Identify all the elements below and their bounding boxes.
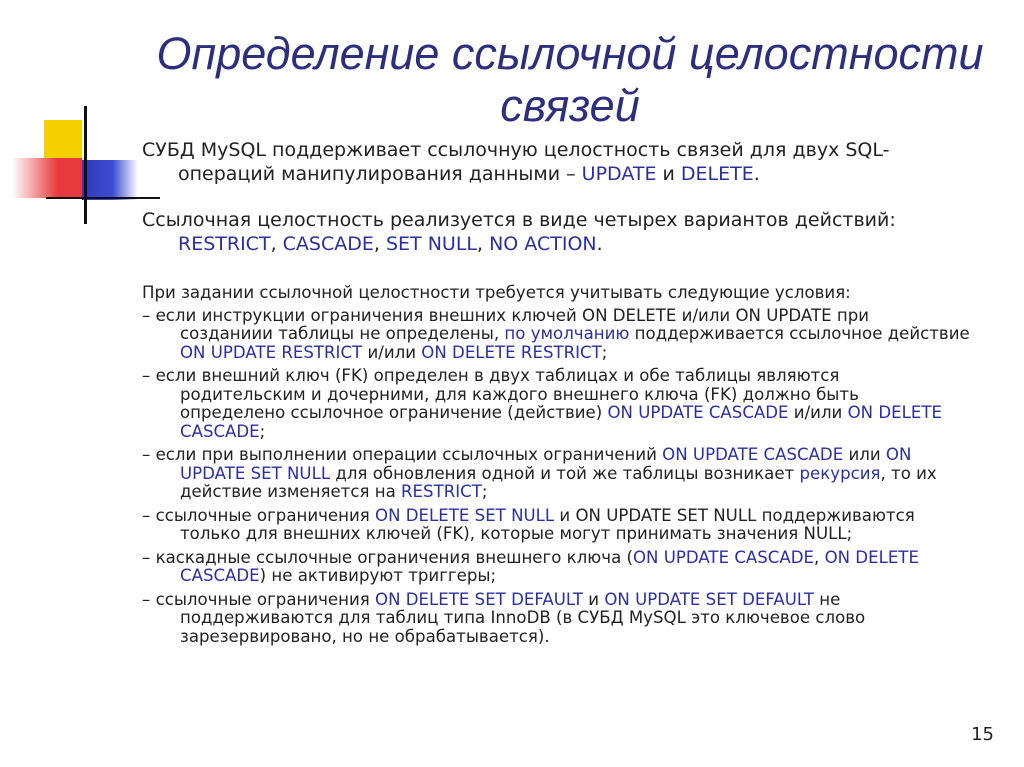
condition-text: созданиии таблицы не определены,	[180, 324, 505, 343]
decorative-logo	[0, 100, 160, 230]
title-line-1: Определение ссылочной целостности	[156, 28, 984, 79]
condition-line	[142, 567, 1002, 586]
condition-item	[142, 507, 1002, 544]
condition-keyword: ON	[885, 445, 912, 464]
condition-line	[142, 483, 1002, 502]
para2-sep: ,	[477, 233, 490, 255]
para2-line2	[142, 232, 982, 256]
yellow-square-decoration	[44, 120, 82, 158]
condition-text: ;	[601, 342, 608, 362]
conditions-block	[142, 284, 1002, 651]
conditions-lead: При задании ссылочной целостности требуется учитывать следующие условия:	[142, 283, 851, 302]
condition-keyword: ON UPDATE CASCADE	[632, 547, 814, 567]
condition-line	[142, 325, 1002, 344]
keyword-cascade: CASCADE	[282, 233, 374, 255]
condition-item	[142, 591, 1002, 647]
condition-line	[142, 404, 1002, 423]
condition-keyword: ON UPDATE SET DEFAULT	[604, 589, 814, 609]
condition-keyword: ON DELETE RESTRICT	[421, 342, 602, 362]
condition-keyword: по умолчанию	[504, 324, 630, 343]
condition-keyword: ON UPDATE RESTRICT	[180, 342, 363, 362]
condition-text: или	[843, 445, 886, 464]
condition-line	[142, 591, 1002, 610]
condition-item	[142, 367, 1002, 441]
para1-line2-text: операций манипулирования данными –	[178, 163, 582, 185]
condition-text: ;	[259, 421, 266, 441]
condition-keyword: ON UPDATE CASCADE	[607, 403, 789, 422]
condition-keyword: RESTRICT	[401, 482, 482, 501]
condition-text: ,	[814, 547, 825, 567]
keyword-set-null: SET NULL	[385, 233, 477, 255]
condition-keyword: ON UPDATE CASCADE	[662, 445, 844, 464]
condition-line: только для внешних ключей (FK), которые могут принимать значения NULL;	[180, 524, 853, 543]
condition-text: , то их	[880, 463, 937, 483]
condition-text: ;	[481, 482, 488, 501]
condition-text: и ON UPDATE SET NULL поддерживаются	[554, 505, 915, 525]
condition-text: – каскадные ссылочные ограничения внешнего ключа (	[142, 547, 633, 567]
para1-end: .	[753, 163, 760, 185]
keyword-restrict: RESTRICT	[178, 233, 271, 255]
condition-keyword: ON DELETE SET NULL	[375, 505, 555, 525]
condition-line: поддерживаются для таблиц типа InnoDB (в СУБД MySQL это ключевое слово	[180, 608, 866, 627]
condition-line	[142, 465, 1002, 484]
keyword-update: UPDATE	[581, 163, 657, 185]
paragraph-mysql-support	[142, 138, 982, 186]
para2-end: .	[596, 233, 603, 255]
vertical-line-decoration	[84, 106, 87, 224]
condition-text: – если при выполнении операции ссылочных ограничений	[142, 445, 663, 464]
condition-keyword: CASCADE	[180, 566, 260, 585]
condition-keyword: ON DELETE SET DEFAULT	[375, 589, 583, 609]
condition-text: для обновления одной и той же таблицы возникает	[330, 463, 800, 483]
condition-text: – ссылочные ограничения	[142, 589, 376, 609]
slide-title	[150, 28, 990, 132]
condition-text: поддерживается ссылочное действие	[629, 324, 970, 343]
condition-text: ) не активируют триггеры;	[259, 566, 497, 585]
condition-keyword: рекурсия	[799, 463, 881, 483]
para2-line1: Ссылочная целостность реализуется в виде четырех вариантов действий:	[142, 209, 896, 231]
condition-line	[142, 507, 1002, 526]
condition-line: – если инструкции ограничения внешних ключей ON DELETE и/или ON UPDATE при	[142, 305, 870, 325]
para2-sep: ,	[270, 233, 283, 255]
condition-line: родительским и дочерними, для каждого внешнего ключа (FK) должно быть	[180, 384, 859, 404]
condition-line	[142, 423, 1002, 442]
condition-line	[142, 446, 1002, 465]
condition-line: зарезервировано, но не обрабатывается).	[180, 626, 550, 646]
keyword-delete: DELETE	[680, 163, 754, 185]
condition-line: – если внешний ключ (FK) определен в двух таблицах и обе таблицы являются	[142, 366, 840, 385]
condition-item	[142, 549, 1002, 586]
condition-text: – ссылочные ограничения	[142, 505, 376, 525]
condition-keyword: CASCADE	[180, 421, 260, 441]
condition-text: и/или	[788, 403, 848, 422]
para1-line1: СУБД MySQL поддерживает ссылочную целостность связей для двух SQL-	[142, 139, 890, 161]
condition-item	[142, 446, 1002, 502]
blue-square-decoration	[82, 160, 138, 200]
condition-line	[142, 344, 1002, 363]
para2-sep: ,	[373, 233, 386, 255]
para1-line2	[142, 162, 982, 186]
horizontal-line-decoration	[46, 197, 160, 199]
red-square-decoration	[12, 158, 82, 198]
title-line-2: связей	[500, 80, 640, 131]
keyword-no-action: NO ACTION	[489, 233, 597, 255]
para1-and: и	[656, 163, 681, 185]
condition-keyword: ON DELETE	[824, 547, 919, 567]
paragraph-action-variants	[142, 208, 982, 256]
condition-text: и	[582, 589, 605, 609]
condition-keyword: ON DELETE	[847, 403, 942, 422]
condition-text: и/или	[362, 342, 422, 362]
page-number: 15	[971, 724, 994, 745]
condition-line	[142, 549, 1002, 568]
condition-text: действие изменяется на	[180, 482, 402, 501]
condition-item	[142, 307, 1002, 363]
condition-keyword: UPDATE SET NULL	[180, 463, 331, 483]
condition-text: не	[813, 589, 841, 609]
condition-text: определено ссылочное ограничение (действие)	[180, 403, 608, 422]
